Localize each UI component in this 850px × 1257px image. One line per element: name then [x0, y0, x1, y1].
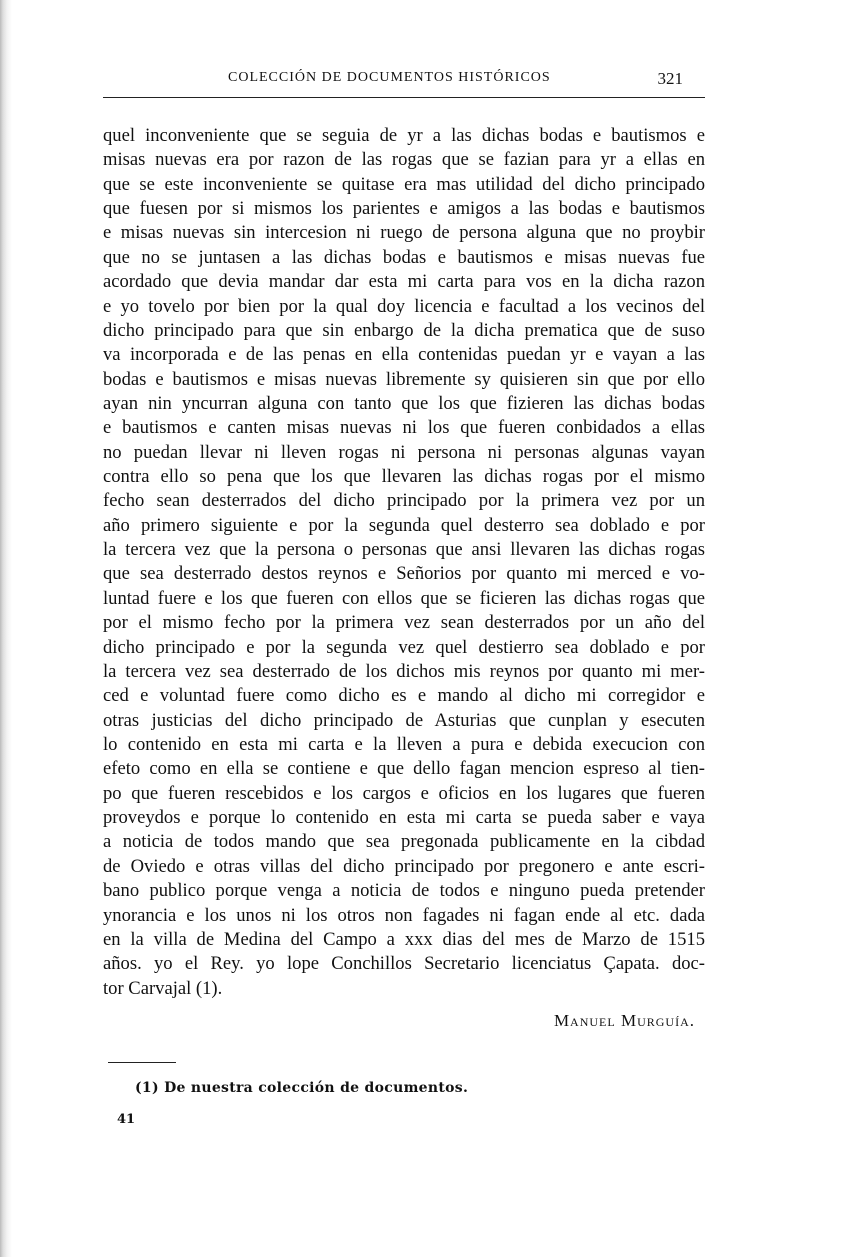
- text-line: proveydos e porque lo contenido en esta mi carta se pueda saber e vaya: [103, 807, 705, 829]
- text-line: misas nuevas era por razon de las rogas que se fazian para yr a ellas en: [103, 149, 705, 171]
- text-line: lo contenido en esta mi carta e la lleven a pura e debida execucion con: [103, 733, 705, 755]
- text-line: que no se juntasen a las dichas bodas e bautismos e misas nuevas fue: [103, 246, 705, 268]
- text-line: va incorporada e de las penas en ella contenidas puedan yr e vayan a las: [103, 344, 705, 366]
- author-signature: Manuel Murguía.: [553, 1011, 695, 1030]
- scan-edge-shadow: [0, 0, 12, 1257]
- text-line: años. yo el Rey. yo lope Conchillos Secretario licenciatus Çapata. doc-: [103, 953, 705, 975]
- text-line: que fuesen por si mismos los parientes e amigos a las bodas e bautismos: [103, 198, 705, 220]
- page-number: 321: [657, 69, 683, 88]
- text-line: po que fueren rescebidos e los cargos e oficios en los lugares que fueren: [103, 782, 705, 804]
- text-line: dicho principado e por la segunda vez quel destierro sea doblado e por: [103, 636, 705, 658]
- text-line: la tercera vez sea desterrado de los dichos mis reynos por quanto mi mer-: [103, 660, 705, 682]
- text-line: contra ello so pena que los que llevaren las dichas rogas por el mismo: [103, 466, 705, 488]
- text-line: ced e voluntad fuere como dicho es e mando al dicho mi corregidor e: [103, 685, 705, 707]
- text-line: de Oviedo e otras villas del dicho principado por pregonero e ante escri-: [103, 855, 705, 877]
- text-line: luntad fuere e los que fueren con ellos que se ficieren las dichas rogas que: [103, 587, 705, 609]
- text-line: año primero siguiente e por la segunda quel desterro sea doblado e por: [103, 514, 705, 536]
- text-line: bodas e bautismos e misas nuevas libremente sy quisieren sin que por ello: [103, 368, 705, 390]
- printer-signature-mark: 41: [117, 1112, 136, 1127]
- text-line: que sea desterrado destos reynos e Señorios por quanto mi merced e vo-: [103, 563, 705, 585]
- text-line: no puedan llevar ni lleven rogas ni persona ni personas algunas vayan: [103, 441, 705, 463]
- body-text: [103, 124, 705, 1001]
- text-line: que se este inconveniente se quitase era mas utilidad del dicho principado: [103, 173, 705, 195]
- text-line: fecho sean desterrados del dicho principado por la primera vez por un: [103, 490, 705, 512]
- text-line: otras justicias del dicho principado de Asturias que cunplan y esecuten: [103, 709, 705, 731]
- footnote-rule: [108, 1062, 176, 1063]
- text-line: a noticia de todos mando que sea pregonada publicamente en la cibdad: [103, 831, 705, 853]
- text-line: ayan nin yncurran alguna con tanto que los que fizieren las dichas bodas: [103, 392, 705, 414]
- text-line: por el mismo fecho por la primera vez sean desterrados por un año del: [103, 612, 705, 634]
- text-line: la tercera vez que la persona o personas que ansi llevaren las dichas rogas: [103, 539, 705, 561]
- text-line: e bautismos e canten misas nuevas ni los que fueren conbidados a ellas: [103, 417, 705, 439]
- text-line: bano publico porque venga a noticia de todos e ninguno pueda pretender: [103, 880, 705, 902]
- running-title: COLECCIÓN DE DOCUMENTOS HISTÓRICOS: [228, 70, 551, 85]
- footnote: (1) De nuestra colección de documentos.: [135, 1080, 469, 1096]
- text-line: ynorancia e los unos ni los otros non fagades ni fagan ende al etc. dada: [103, 904, 705, 926]
- text-line: e yo tovelo por bien por la qual doy licencia e facultad a los vecinos del: [103, 295, 705, 317]
- text-line: tor Carvajal (1).: [103, 977, 223, 999]
- header-rule: [103, 97, 705, 98]
- text-line: e misas nuevas sin intercesion ni ruego de persona alguna que no proybir: [103, 222, 705, 244]
- text-line: dicho principado para que sin enbargo de la dicha prematica que de suso: [103, 319, 705, 341]
- text-line: en la villa de Medina del Campo a xxx dias del mes de Marzo de 1515: [103, 928, 705, 950]
- text-line: efeto como en ella se contiene e que dello fagan mencion espreso al tien-: [103, 758, 705, 780]
- running-header: [103, 70, 705, 92]
- text-line: acordado que devia mandar dar esta mi carta para vos en la dicha razon: [103, 271, 705, 293]
- text-line: quel inconveniente que se seguia de yr a las dichas bodas e bautismos e: [103, 125, 705, 146]
